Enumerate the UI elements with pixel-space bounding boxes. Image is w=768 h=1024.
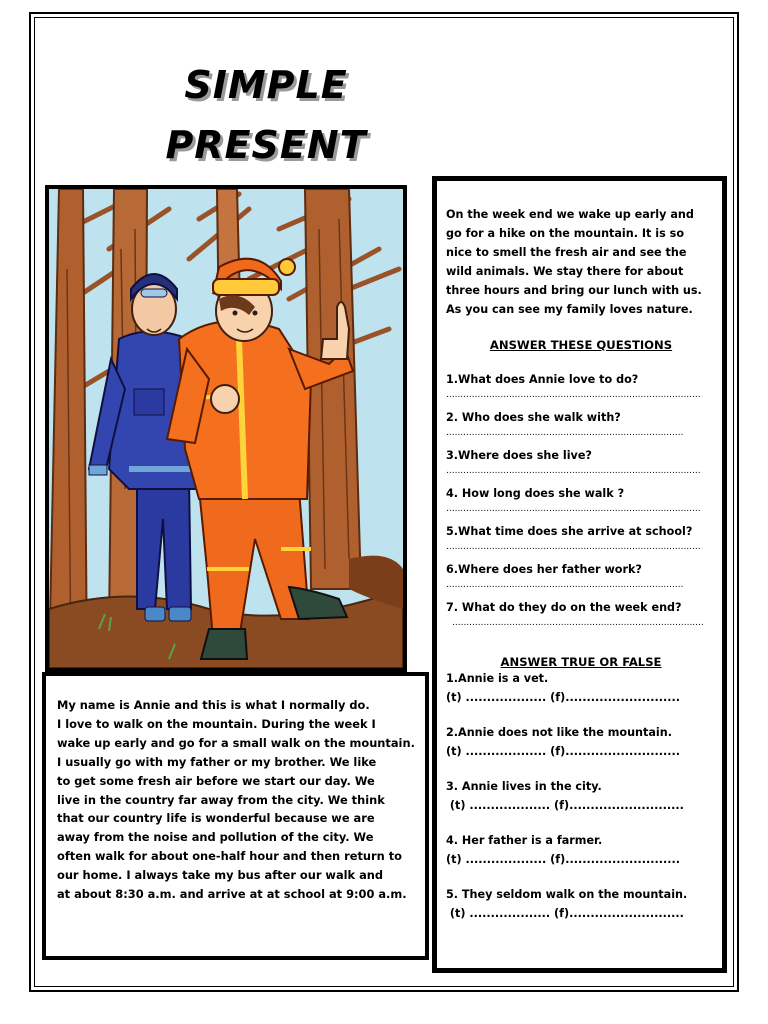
- story-text-box: [42, 672, 429, 960]
- story-line: I usually go with my father or my brother. We like: [57, 754, 377, 769]
- true-false-item: [446, 831, 716, 869]
- story-line: often walk for about one-half hour and then return to: [57, 849, 402, 864]
- question-item: [446, 560, 716, 591]
- statement-text: 4. Her father is a farmer.: [446, 834, 603, 847]
- answer-line[interactable]: .........................................................................................: [446, 466, 701, 476]
- answer-line[interactable]: ...................................................................................: [446, 580, 684, 590]
- story-line: at about 8:30 a.m. and arrive at at school at 9:00 a.m.: [57, 887, 407, 902]
- answer-line[interactable]: .........................................................................................: [446, 542, 701, 552]
- question-text: 3.Where does she live?: [446, 449, 592, 462]
- story-line: to get some fresh air before we start our day. We: [57, 773, 375, 788]
- question-item: [446, 370, 716, 401]
- story-line: My name is Annie and this is what I normally do.: [57, 698, 370, 712]
- question-item: [446, 446, 716, 477]
- story-line: that our country life is wonderful because we are: [57, 811, 375, 826]
- true-false-item: [446, 777, 716, 815]
- statement-text: 3. Annie lives in the city.: [446, 780, 602, 793]
- question-text: 1.What does Annie love to do?: [446, 373, 639, 386]
- true-false-choices[interactable]: (t) ................... (f)...........................: [446, 799, 684, 812]
- question-item: [446, 408, 716, 439]
- question-item: [446, 598, 716, 629]
- questions-list: [446, 370, 716, 629]
- true-false-item: [446, 669, 716, 707]
- true-false-item: [446, 723, 716, 761]
- true-false-choices[interactable]: (t) ................... (f)...........................: [446, 691, 680, 704]
- answer-line[interactable]: .........................................................................................: [446, 390, 701, 400]
- answer-line[interactable]: .........................................................................................: [446, 504, 701, 514]
- true-false-heading: ANSWER TRUE OR FALSE: [500, 655, 662, 669]
- weekend-paragraph: [446, 205, 716, 319]
- question-text: 6.Where does her father work?: [446, 563, 642, 576]
- questions-heading: ANSWER THESE QUESTIONS: [489, 338, 673, 352]
- story-line: I love to walk on the mountain. During the week I: [57, 716, 376, 731]
- weekend-line: wild animals. We stay there for about: [446, 265, 684, 278]
- answer-line[interactable]: ...................................................................................: [446, 428, 684, 438]
- statement-text: 2.Annie does not like the mountain.: [446, 726, 672, 739]
- weekend-line: As you can see my family loves nature.: [446, 303, 693, 316]
- title-line-2: PRESENT: [165, 123, 367, 167]
- question-text: 5.What time does she arrive at school?: [446, 525, 693, 538]
- question-text: 7. What do they do on the week end?: [446, 601, 682, 614]
- question-item: [446, 484, 716, 515]
- true-false-choices[interactable]: (t) ................... (f)...........................: [446, 745, 680, 758]
- true-false-choices[interactable]: (t) ................... (f)...........................: [446, 907, 684, 920]
- worksheet-title: [136, 55, 396, 175]
- weekend-line: nice to smell the fresh air and see the: [446, 246, 687, 259]
- weekend-line: go for a hike on the mountain. It is so: [446, 227, 685, 240]
- question-item: [446, 522, 716, 553]
- questions-panel: [432, 176, 727, 973]
- hikers-illustration: [45, 185, 407, 672]
- statement-text: 5. They seldom walk on the mountain.: [446, 888, 688, 901]
- weekend-line: three hours and bring our lunch with us.: [446, 284, 702, 297]
- true-false-list: [446, 669, 716, 923]
- question-text: 4. How long does she walk ?: [446, 487, 625, 500]
- true-false-item: [446, 885, 716, 923]
- answer-line[interactable]: ........................................................................................: [452, 618, 704, 628]
- title-line-1: SIMPLE: [184, 63, 348, 107]
- statement-text: 1.Annie is a vet.: [446, 672, 549, 685]
- question-text: 2. Who does she walk with?: [446, 411, 621, 424]
- true-false-choices[interactable]: (t) ................... (f)...........................: [446, 853, 680, 866]
- story-line: live in the country far away from the city. We think: [57, 792, 385, 807]
- story-line: away from the noise and pollution of the city. We: [57, 830, 374, 845]
- weekend-line: On the week end we wake up early and: [446, 208, 694, 221]
- story-line: our home. I always take my bus after our walk and: [57, 868, 384, 883]
- story-line: wake up early and go for a small walk on the mountain.: [57, 735, 415, 750]
